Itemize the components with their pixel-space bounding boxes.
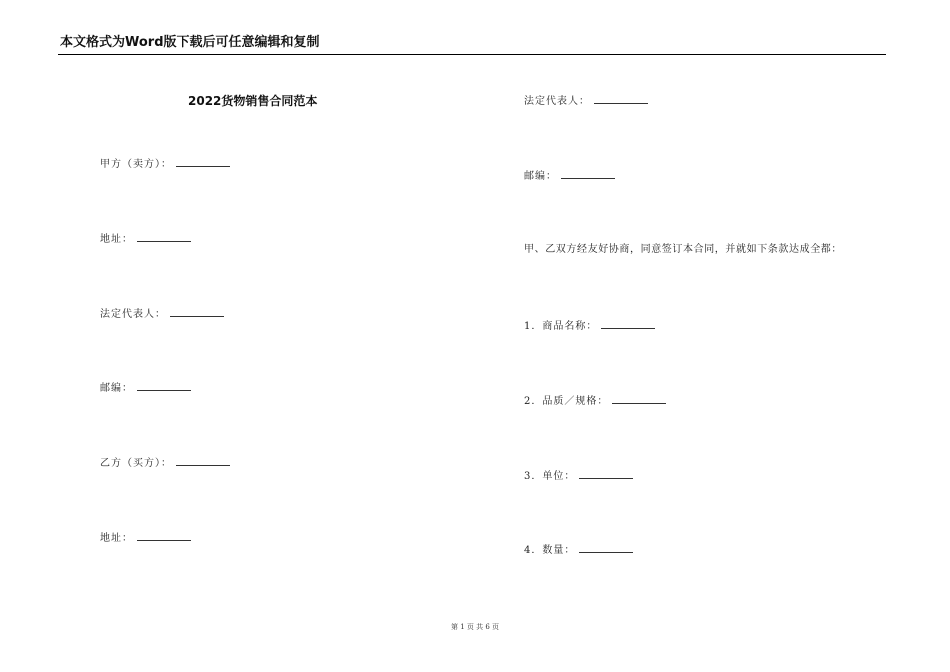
buyer-address-label: 地址： <box>100 533 133 544</box>
quantity-blank <box>579 542 633 553</box>
header-text: 本文格式为Word版下载后可任意编辑和复制 <box>60 35 320 50</box>
quantity-field <box>524 542 633 558</box>
seller-representative-label: 法定代表人： <box>100 309 166 320</box>
seller-label: 甲方（卖方）： <box>100 159 172 170</box>
buyer-postcode-label: 邮编： <box>524 171 557 182</box>
buyer-address-field <box>100 530 191 546</box>
product-name-label: 1．商品名称： <box>524 321 598 332</box>
product-name-blank <box>601 318 655 329</box>
quality-spec-field <box>524 393 666 409</box>
seller-address-blank <box>137 231 191 242</box>
seller-postcode-blank <box>137 380 191 391</box>
buyer-field <box>100 455 230 471</box>
seller-address-label: 地址： <box>100 234 133 245</box>
buyer-postcode-field <box>524 168 615 184</box>
seller-address-field <box>100 231 191 247</box>
quality-spec-label: 2．品质／规格： <box>524 396 609 407</box>
buyer-representative-label: 法定代表人： <box>524 96 590 107</box>
buyer-address-blank <box>137 530 191 541</box>
page-footer: 第 1 页 共 6 页 <box>450 623 500 631</box>
quality-spec-blank <box>612 393 666 404</box>
unit-label: 3．单位： <box>524 471 576 482</box>
unit-blank <box>579 468 633 479</box>
seller-representative-field <box>100 306 224 322</box>
buyer-blank <box>176 455 230 466</box>
agreement-statement <box>524 243 842 257</box>
buyer-representative-field <box>524 93 648 109</box>
seller-field <box>100 156 230 172</box>
seller-postcode-label: 邮编： <box>100 383 133 394</box>
seller-representative-blank <box>170 306 224 317</box>
buyer-label: 乙方（买方）： <box>100 458 172 469</box>
agreement-statement-text: 甲、乙双方经友好协商，同意签订本合同，并就如下条款达成全都： <box>524 244 842 255</box>
product-name-field <box>524 318 655 334</box>
page-header <box>58 34 886 55</box>
unit-field <box>524 468 633 484</box>
quantity-label: 4．数量： <box>524 545 576 556</box>
seller-blank <box>176 156 230 167</box>
document-title: 2022货物销售合同范本 <box>188 94 318 108</box>
buyer-postcode-blank <box>561 168 615 179</box>
buyer-representative-blank <box>594 93 648 104</box>
seller-postcode-field <box>100 380 191 396</box>
